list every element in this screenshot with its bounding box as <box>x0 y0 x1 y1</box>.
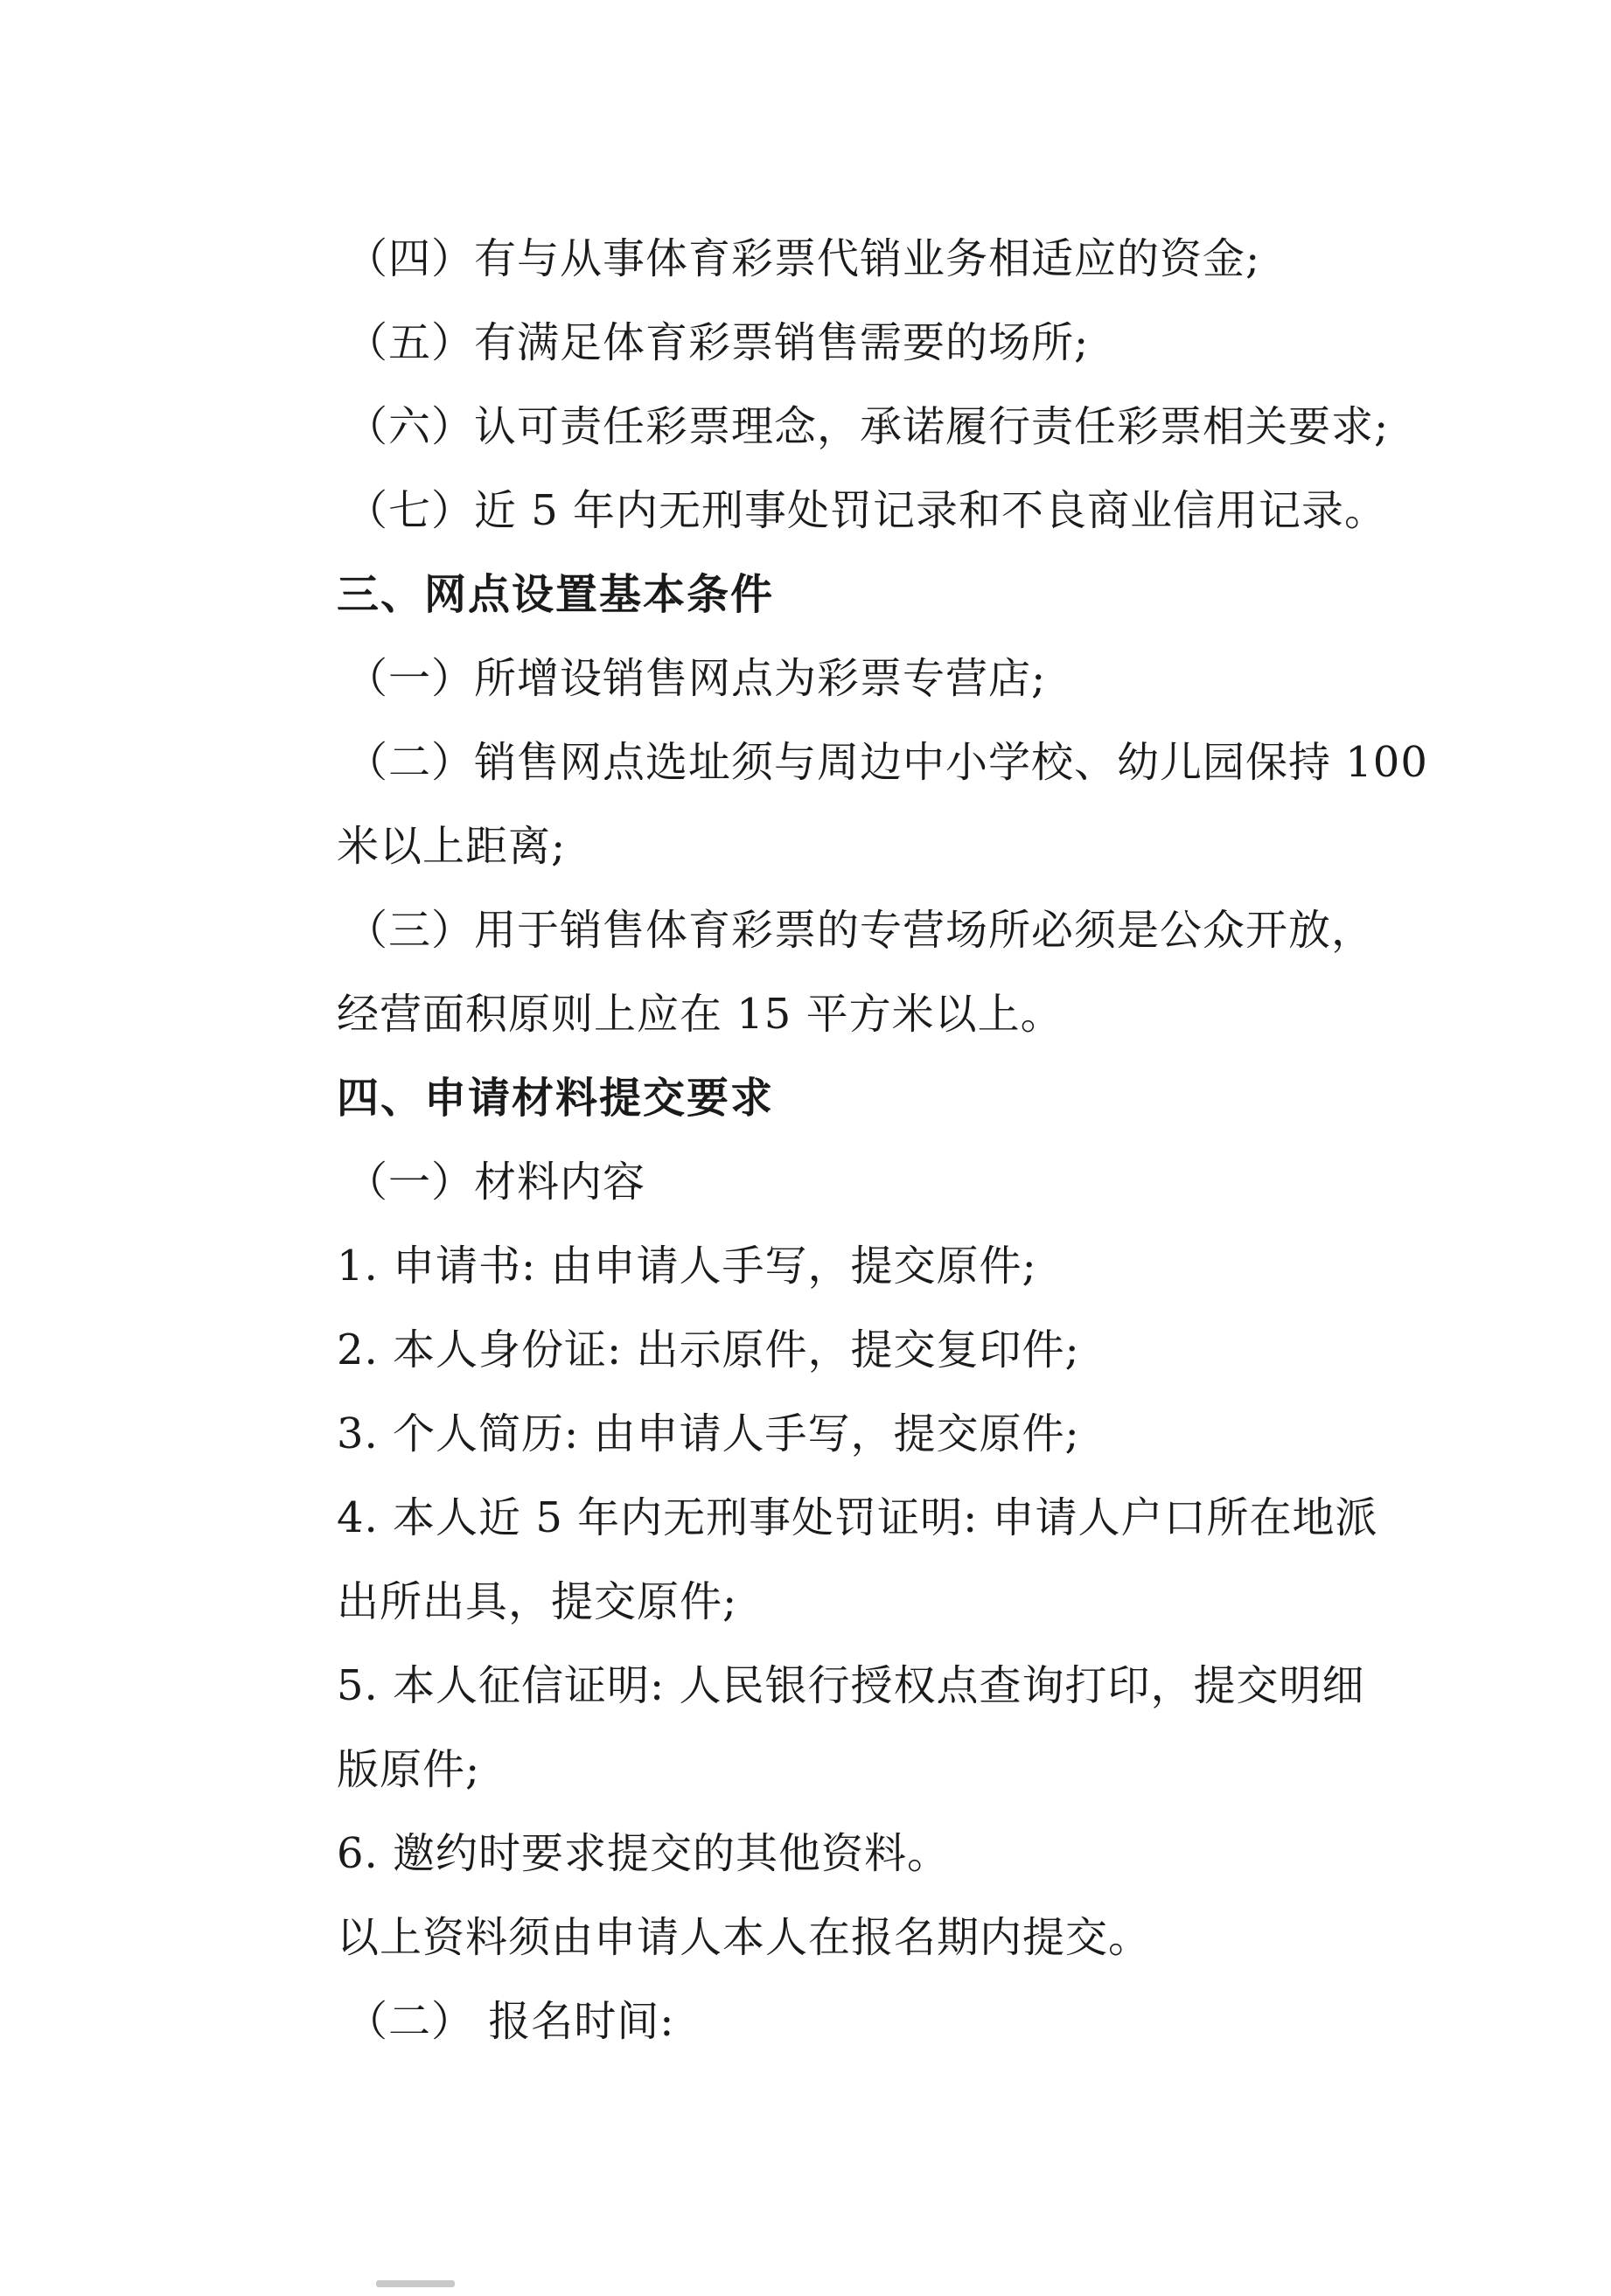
site-condition-1: （一）所增设销售网点为彩票专营店; <box>345 654 1047 703</box>
materials-subheading: （一）材料内容 <box>345 1158 646 1207</box>
material-item-3: 3. 个人简历: 由申请人手写，提交原件; <box>337 1409 1080 1458</box>
material-item-1: 1. 申请书: 由申请人手写，提交原件; <box>337 1242 1037 1291</box>
site-condition-2-cont: 米以上距离; <box>337 822 567 871</box>
material-item-2: 2. 本人身份证: 出示原件，提交复印件; <box>337 1325 1080 1374</box>
scan-artifact-mark <box>376 2280 455 2287</box>
material-item-5-cont: 版原件; <box>337 1745 481 1794</box>
submission-note: 以上资料须由申请人本人在报名期内提交。 <box>337 1913 1152 1962</box>
condition-item-4: （四）有与从事体育彩票代销业务相适应的资金; <box>345 234 1261 283</box>
site-condition-3-cont: 经营面积原则上应在 15 平方米以上。 <box>337 990 1064 1039</box>
registration-time-subheading: （二） 报名时间: <box>345 1997 675 2046</box>
site-condition-2: （二）销售网点选址须与周边中小学校、幼儿园保持 100 <box>345 738 1428 787</box>
section-heading-4: 四、申请材料提交要求 <box>337 1074 775 1123</box>
condition-item-7: （七）近 5 年内无刑事处罚记录和不良商业信用记录。 <box>345 486 1388 535</box>
material-item-4: 4. 本人近 5 年内无刑事处罚证明: 申请人户口所在地派 <box>337 1493 1378 1542</box>
section-heading-3: 三、网点设置基本条件 <box>337 570 775 619</box>
material-item-5: 5. 本人征信证明: 人民银行授权点查询打印，提交明细 <box>337 1661 1365 1710</box>
condition-item-5: （五）有满足体育彩票销售需要的场所; <box>345 318 1090 367</box>
condition-item-6: （六）认可责任彩票理念，承诺履行责任彩票相关要求; <box>345 402 1390 451</box>
material-item-6: 6. 邀约时要求提交的其他资料。 <box>337 1829 951 1878</box>
site-condition-3: （三）用于销售体育彩票的专营场所必须是公众开放， <box>345 906 1375 955</box>
material-item-4-cont: 出所出具，提交原件; <box>337 1577 738 1626</box>
